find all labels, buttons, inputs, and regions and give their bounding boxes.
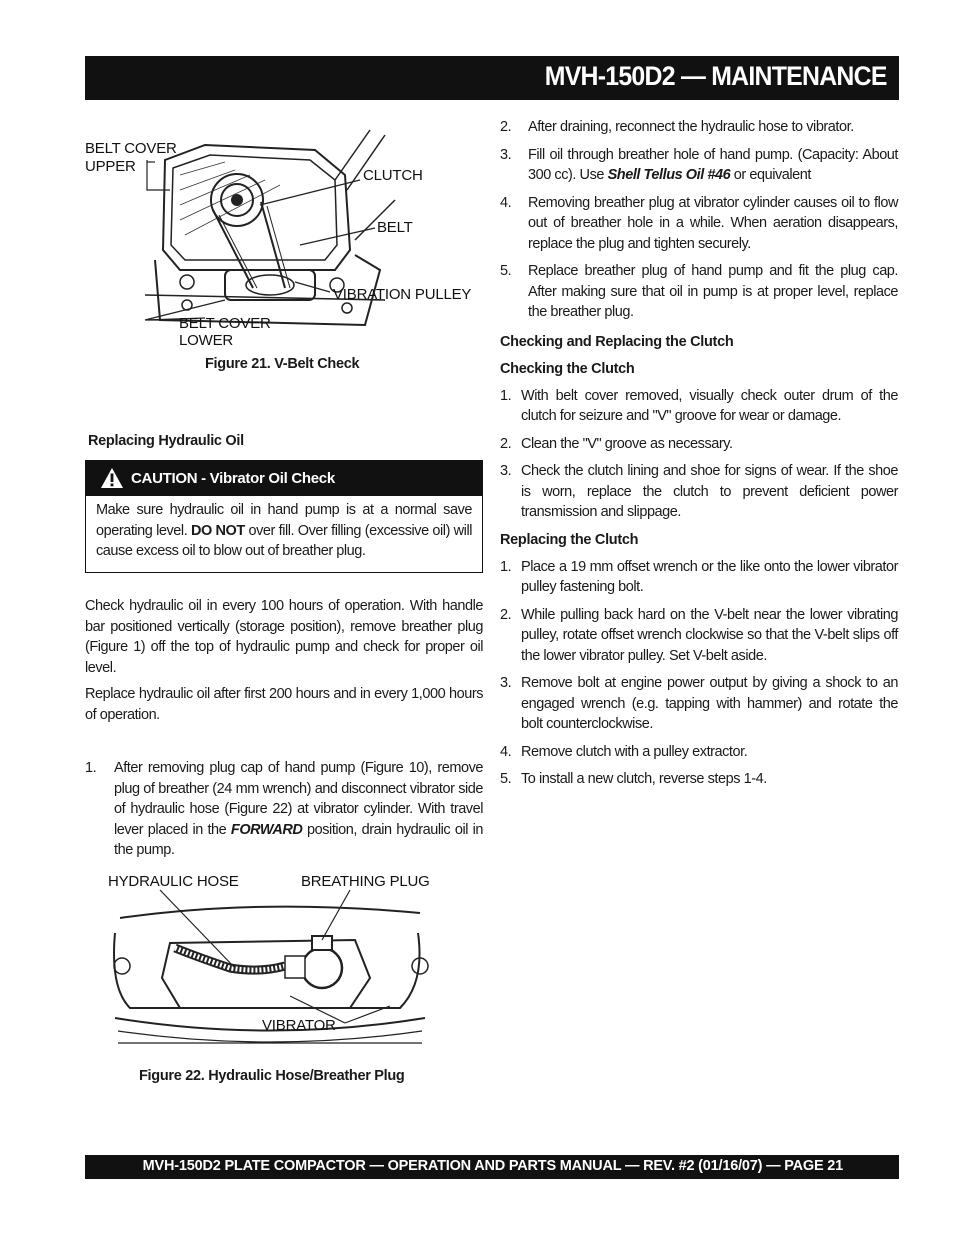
warning-triangle-icon xyxy=(100,467,124,489)
label-breathing-plug: BREATHING PLUG xyxy=(301,873,430,890)
step-text xyxy=(85,758,483,861)
label-belt-cover-lower-2: LOWER xyxy=(179,332,234,349)
paragraph-check-oil: Check hydraulic oil in every 100 hours of operation. With handle bar positioned vertically (storage position), remove breather plug (Figure 1) off the top of hydraulic pump and check for proper oil level. xyxy=(85,598,483,676)
label-belt-cover-lower: BELT COVER xyxy=(179,315,271,332)
heading-checking-replacing-clutch: Checking and Replacing the Clutch xyxy=(500,333,734,350)
list-item-replace-4 xyxy=(500,742,898,763)
step-number: 5. xyxy=(500,771,512,787)
list-item-replace-3 xyxy=(500,673,898,735)
caution-title: CAUTION - Vibrator Oil Check xyxy=(131,470,335,487)
list-item-step-3 xyxy=(500,145,898,186)
label-vibrator: VIBRATOR xyxy=(262,1017,336,1034)
step-number: 1. xyxy=(85,760,97,776)
heading-replacing-clutch: Replacing the Clutch xyxy=(500,531,639,548)
list-item-check-1 xyxy=(500,386,898,427)
figure-22-hydraulic-illustration xyxy=(100,868,440,1058)
step-text: With belt cover removed, visually check outer drum of the clutch for seizure and "V" groove for wear or damage. xyxy=(521,387,898,424)
step-number: 2. xyxy=(500,119,512,135)
page-footer xyxy=(85,1155,899,1179)
step-text: Check the clutch lining and shoe for signs of wear. If the shoe is worn, replace the clutch to prevent deficient power transmission and slippage. xyxy=(521,463,898,520)
step-text: To install a new clutch, reverse steps 1-4. xyxy=(521,771,767,787)
paragraph-replace-oil: Replace hydraulic oil after first 200 hours and in every 1,000 hours of operation. xyxy=(85,686,483,723)
step-text xyxy=(500,145,898,186)
right-column xyxy=(500,117,898,790)
step-text: Removing breather plug at vibrator cylinder causes oil to flow out of breather hole in a while. When aeration disappears, replace the plug and tighten securely. xyxy=(528,194,898,252)
step-text: While pulling back hard on the V-belt near the lower vibrating pulley, rotate offset wrench clockwise so that the V-belt slips off the lower vibrator pulley. Set V-belt aside. xyxy=(521,606,898,664)
step-text: Remove bolt at engine power output by giving a shock to an engaged wrench (e.g. tapping with hammer) and rotate the bolt counterclockwise. xyxy=(521,675,898,732)
heading-checking-clutch: Checking the Clutch xyxy=(500,360,635,377)
list-item-replace-5 xyxy=(500,769,898,790)
label-vibration-pulley: VIBRATION PULLEY xyxy=(333,286,472,303)
list-item-step-5 xyxy=(500,261,898,323)
step-number: 1. xyxy=(500,387,512,404)
step-number: 4. xyxy=(500,743,512,760)
page-title: MVH-150D2 — MAINTENANCE xyxy=(545,61,887,91)
label-belt: BELT xyxy=(377,219,413,236)
step-text: Replace breather plug of hand pump and fit the plug cap. After making sure that oil in pump is at proper level, replace the breather plug. xyxy=(528,263,898,320)
list-item-step-2 xyxy=(500,117,898,138)
label-belt-cover-upper: BELT COVER xyxy=(85,140,177,157)
step-text: Remove clutch with a pulley extractor. xyxy=(521,743,748,760)
step1-text-b: position, drain hydraulic oil in the pump. xyxy=(114,821,483,858)
step-number: 4. xyxy=(500,194,512,211)
step-number: 2. xyxy=(500,606,512,623)
caution-do-not: DO NOT xyxy=(190,522,245,539)
list-item-replace-2 xyxy=(500,605,898,667)
step1-text-a: After removing plug cap of hand pump (Figure 10), remove plug of breather (24 mm wrench) and disconnect vibrator side of hydraulic hose (Figure 22) at vibrator cylinder. With travel lever placed in the xyxy=(114,760,483,838)
list-item-check-3 xyxy=(500,461,898,523)
label-belt-cover-upper-2: UPPER xyxy=(85,158,136,175)
figure-22-caption: Figure 22. Hydraulic Hose/Breather Plug xyxy=(139,1068,405,1084)
figure-21-caption: Figure 21. V-Belt Check xyxy=(205,356,360,372)
figure-21-vbelt-illustration xyxy=(85,120,485,360)
step-number: 2. xyxy=(500,435,512,452)
list-item-replace-1 xyxy=(500,557,898,598)
page-header xyxy=(85,56,899,100)
step3-text-b: or equivalent xyxy=(730,167,811,183)
caution-body xyxy=(86,496,482,562)
list-item-step-4 xyxy=(500,193,898,255)
step-number: 3. xyxy=(500,146,512,163)
step-text: Place a 19 mm offset wrench or the like onto the lower vibrator pulley fastening bolt. xyxy=(521,558,898,595)
caution-box xyxy=(85,460,483,573)
step-number: 1. xyxy=(500,558,512,575)
step-number: 3. xyxy=(500,675,512,691)
caution-text-1: Make sure hydraulic oil in hand pump is at a normal save operating level. xyxy=(96,502,472,539)
step-text: After draining, reconnect the hydraulic hose to vibrator. xyxy=(528,119,854,135)
list-item-check-2 xyxy=(500,434,898,455)
list-item-step-1 xyxy=(85,758,483,861)
step-number: 3. xyxy=(500,463,512,479)
label-clutch: CLUTCH xyxy=(363,167,423,184)
caution-header xyxy=(86,461,482,496)
step3-text-a: Fill oil through breather hole of hand pump. (Capacity: About 300 cc). Use xyxy=(528,146,898,183)
section-heading-replacing-oil: Replacing Hydraulic Oil xyxy=(88,433,244,449)
caution-text-2: over fill. Over filling (excessive oil) will cause excess oil to blow out of breather plug. xyxy=(96,522,472,559)
step3-oil-name: Shell Tellus Oil #46 xyxy=(607,167,731,183)
step-text: Clean the "V" groove as necessary. xyxy=(521,435,733,452)
step-number: 5. xyxy=(500,263,512,279)
step1-forward: FORWARD xyxy=(230,821,303,838)
label-hydraulic-hose: HYDRAULIC HOSE xyxy=(108,873,239,890)
footer-text: MVH-150D2 PLATE COMPACTOR — OPERATION AND PARTS MANUAL — REV. #2 (01/16/07) — PAGE 21 xyxy=(142,1158,843,1174)
